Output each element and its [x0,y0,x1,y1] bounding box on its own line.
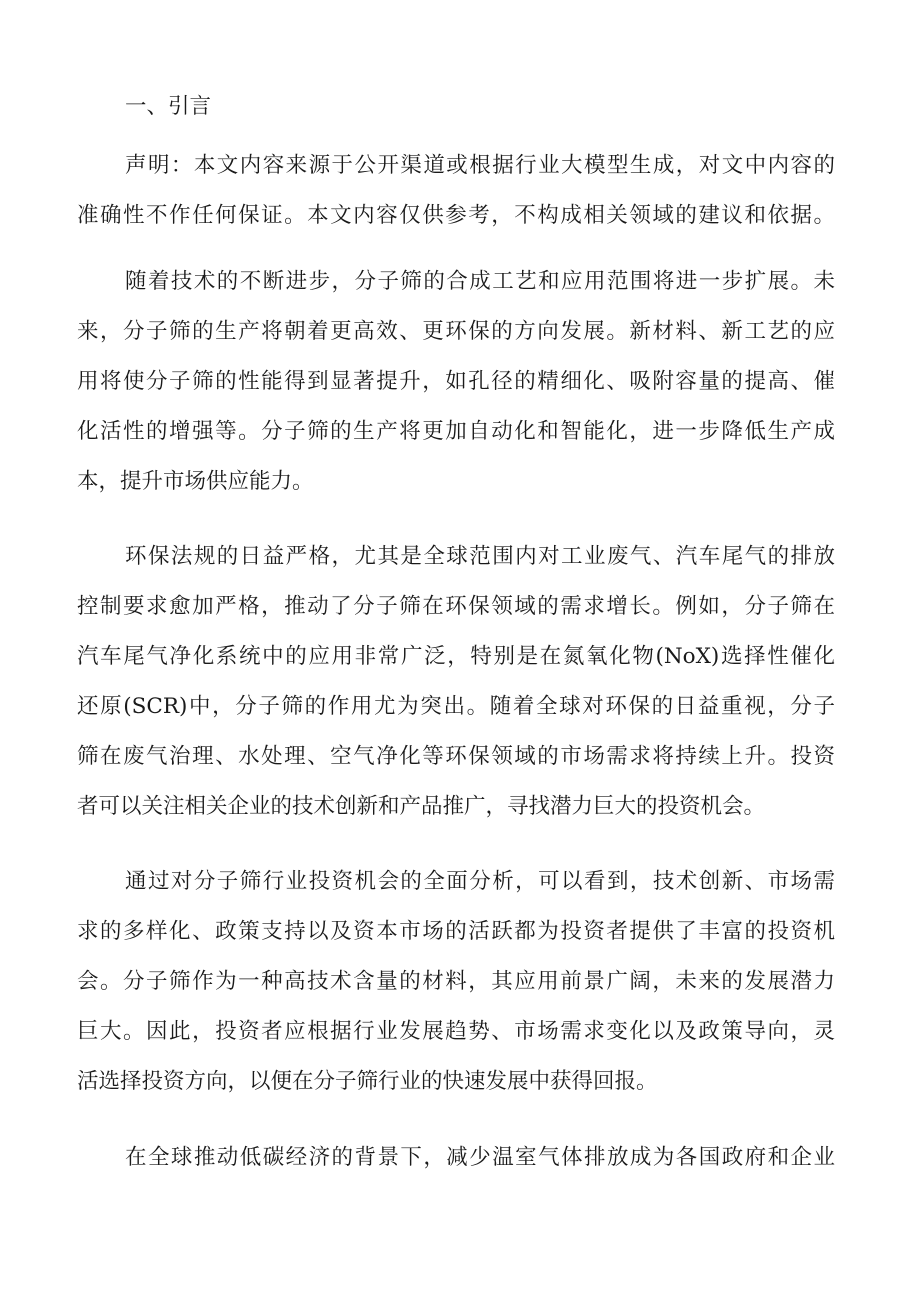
paragraph-line: 求的多样化、政策支持以及资本市场的活跃都为投资者提供了丰富的投资机 [77,919,835,944]
paragraph-line: 声明：本文内容来源于公开渠道或根据行业大模型生成，对文中内容的 [125,153,835,178]
paragraph-line: 通过对分子筛行业投资机会的全面分析，可以看到，技术创新、市场需 [125,869,835,894]
paragraph-line: 随着技术的不断进步，分子筛的合成工艺和应用范围将进一步扩展。未 [125,269,835,294]
paragraph-line: 筛在废气治理、水处理、空气净化等环保领域的市场需求将持续上升。投资 [77,744,835,769]
paragraph-line: 化活性的增强等。分子筛的生产将更加自动化和智能化，进一步降低生产成 [77,419,835,444]
paragraph-line: 控制要求愈加严格，推动了分子筛在环保领域的需求增长。例如，分子筛在 [77,594,835,619]
paragraph-line: 还原(SCR)中，分子筛的作用尤为突出。随着全球对环保的日益重视，分子 [77,694,835,719]
paragraph-line: 本，提升市场供应能力。 [77,469,314,494]
paragraph-line: 巨大。因此，投资者应根据行业发展趋势、市场需求变化以及政策导向，灵 [77,1019,835,1044]
paragraph-line: 用将使分子筛的性能得到显著提升，如孔径的精细化、吸附容量的提高、催 [77,369,835,394]
paragraph-line: 汽车尾气净化系统中的应用非常广泛，特别是在氮氧化物(NoX)选择性催化 [77,644,835,669]
paragraph-line: 准确性不作任何保证。本文内容仅供参考，不构成相关领域的建议和依据。 [77,203,835,228]
paragraph-line: 在全球推动低碳经济的背景下，减少温室气体排放成为各国政府和企业 [125,1145,835,1170]
paragraph-line: 者可以关注相关企业的技术创新和产品推广，寻找潜力巨大的投资机会。 [77,794,766,819]
paragraph-line: 活选择投资方向，以便在分子筛行业的快速发展中获得回报。 [77,1069,658,1094]
section-heading: 一、引言 [125,94,212,119]
paragraph-line: 来，分子筛的生产将朝着更高效、更环保的方向发展。新材料、新工艺的应 [77,319,835,344]
paragraph-line: 环保法规的日益严格，尤其是全球范围内对工业废气、汽车尾气的排放 [125,544,835,569]
paragraph-line: 会。分子筛作为一种高技术含量的材料，其应用前景广阔，未来的发展潜力 [77,969,835,994]
